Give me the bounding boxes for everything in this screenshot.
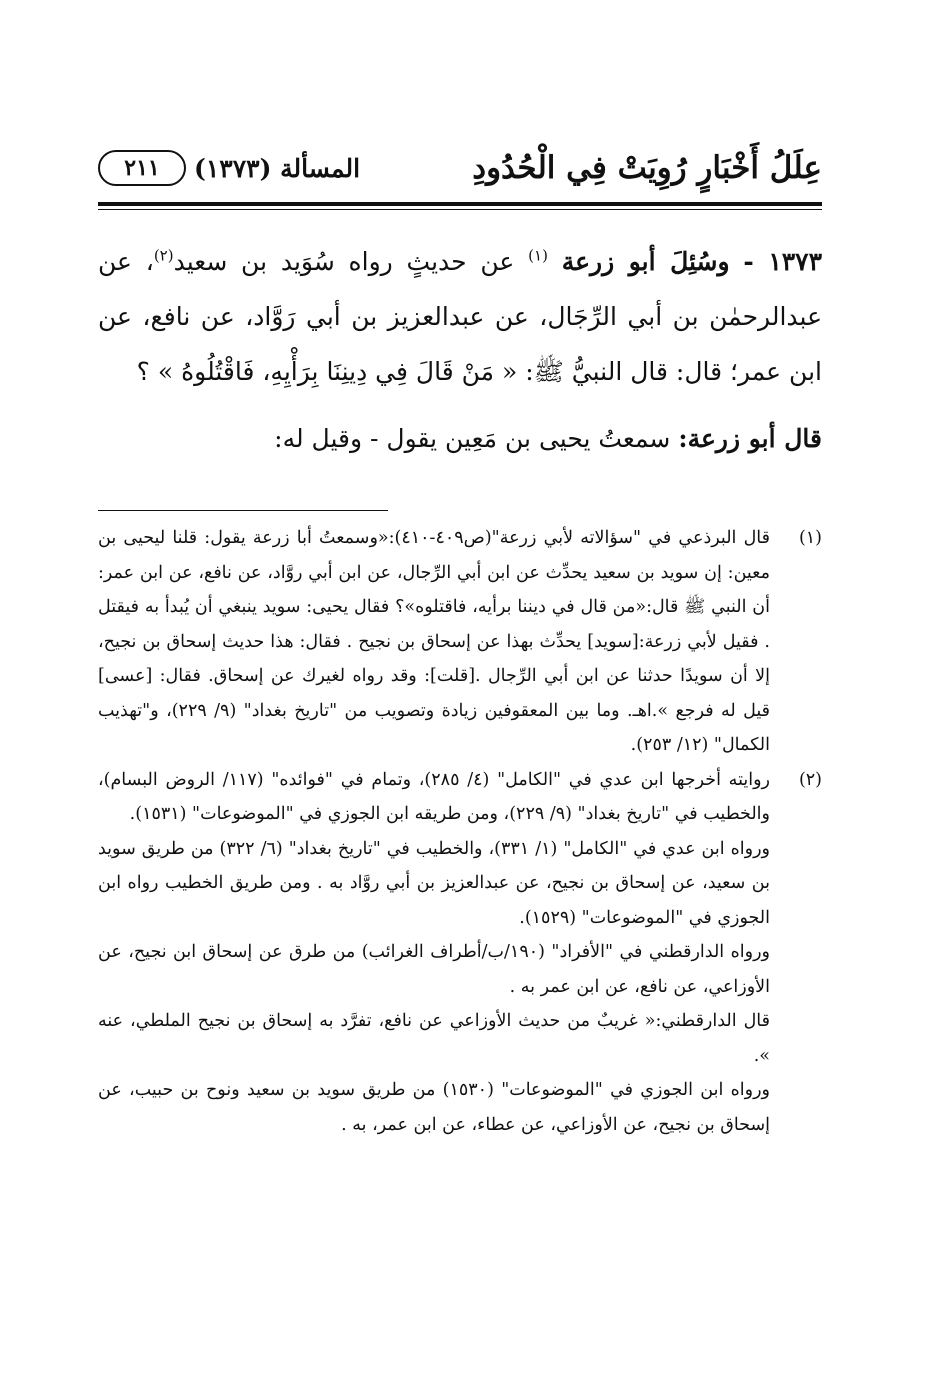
issue-label: المسألة (١٣٧٣) — [194, 154, 361, 183]
question-hadith-chain: عن حديثٍ رواه سُوَيد بن سعيد — [173, 247, 515, 276]
footnote-paragraph: ورواه الدارقطني في "الأفراد" (١٩٠/ب/أطراف الغرائب) من طرق عن إسحاق ابن نجيح، عن الأوزاعي، عن نافع، عن ابن عمر به . — [98, 942, 770, 997]
header-rule-thin — [98, 209, 822, 210]
header-rule-thick — [98, 202, 822, 206]
footnote-paragraph: ورواه ابن الجوزي في "الموضوعات" (١٥٣٠) من طريق سويد بن سعيد ونوح بن حبيب، عن إسحاق بن نجيح، عن الأوزاعي، عن عطاء، عن ابن عمر، به . — [98, 1080, 770, 1135]
footnotes — [98, 521, 822, 1142]
question-intro: وسُئِلَ أبو زرعة — [561, 247, 730, 276]
footnote-paragraph: روايته أخرجها ابن عدي في "الكامل" (٤/ ٢٨٥)، وتمام في "فوائده" (١١٧/ الروض البسام)، والخطيب في "تاريخ بغداد" (٩/ ٢٢٩)، ومن طريقه ابن الجوزي في "الموضوعات" (١٥٣١). — [98, 769, 770, 824]
book-page — [98, 140, 822, 1142]
footnote-number: (٢) — [798, 769, 822, 790]
footnote-separator — [98, 510, 388, 511]
footnote-ref-1: (١) — [528, 246, 548, 265]
footnote-paragraph: قال البرذعي في "سؤالاته لأبي زرعة"(ص٤٠٩-٤١٠):«وسمعتُ أبا زرعة يقول: قلنا ليحيى بن معين: إن سويد بن سعيد يحدِّث عن ابن أبي الرِّجال، عن ابن أبي روَّاد، عن نافع، عن ابن عمر: أن النبي ﷺ قال:«من قال في ديننا برأيه، فاقتلوه»؟ فقال يحيى: سويد ينبغي أن يُبدأ به فيقتل . فقيل لأبي زرعة:[سويد] يحدِّث بهذا عن إسحاق بن نجيح . فقال: هذا حديث إسحاق بن نجيح، إلا أن سويدًا حدثنا عن ابن أبي الرِّجال .[قلت]: وقد رواه لغيرك عن إسحاق. فقال: [عسى] قيل له فرجع ».اهـ. وما بين المعقوفين زيادة وتصويب من "تاريخ بغداد" (٩/ ٢٢٩)، و"تهذيب الكمال" (١٢/ ٢٥٣). — [98, 528, 770, 755]
main-text — [98, 234, 822, 466]
book-title: عِلَلُ أَخْبَارٍ رُوِيَتْ فِي الْحُدُودِ — [472, 150, 822, 186]
question-hadith-text: ، عن عبدالرحمٰن بن أبي الرِّجَال، عن عبدالعزيز بن أبي رَوَّاد، عن نافع، عن ابن عمر؛ قال: قال النبيُّ ﷺ: « مَنْ قَالَ فِي دِينِنَا بِرَأْيِهِ، فَاقْتُلُوهُ » ؟ — [98, 247, 822, 386]
issue-number: ١٣٧٣ - — [743, 247, 823, 276]
footnote-1 — [98, 521, 822, 763]
answer-text: سمعتُ يحيى بن مَعِين يقول - وقيل له: — [274, 424, 671, 453]
answer-speaker: قال أبو زرعة: — [678, 424, 822, 453]
footnote-ref-2: (٢) — [153, 246, 174, 265]
footnote-paragraph: ورواه ابن عدي في "الكامل" (١/ ٣٣١)، والخطيب في "تاريخ بغداد" (٦/ ٣٢٢) من طريق سويد بن سعيد، عن إسحاق بن نجيح، عن عبدالعزيز بن أبي روَّاد به . ومن طريق الخطيب رواه ابن الجوزي في "الموضوعات" (١٥٢٩). — [98, 838, 770, 928]
footnote-number: (١) — [798, 528, 822, 548]
footnote-paragraph: قال الدارقطني:« غريبٌ من حديث الأوزاعي عن نافع، تفرَّد به إسحاق بن نجيح الملطي، عنه ». — [98, 1011, 770, 1066]
answer-paragraph — [98, 411, 822, 466]
question-paragraph — [98, 234, 822, 399]
page-number: ٢١١ — [98, 150, 186, 186]
footnote-2 — [98, 763, 822, 1143]
running-header — [98, 140, 822, 200]
